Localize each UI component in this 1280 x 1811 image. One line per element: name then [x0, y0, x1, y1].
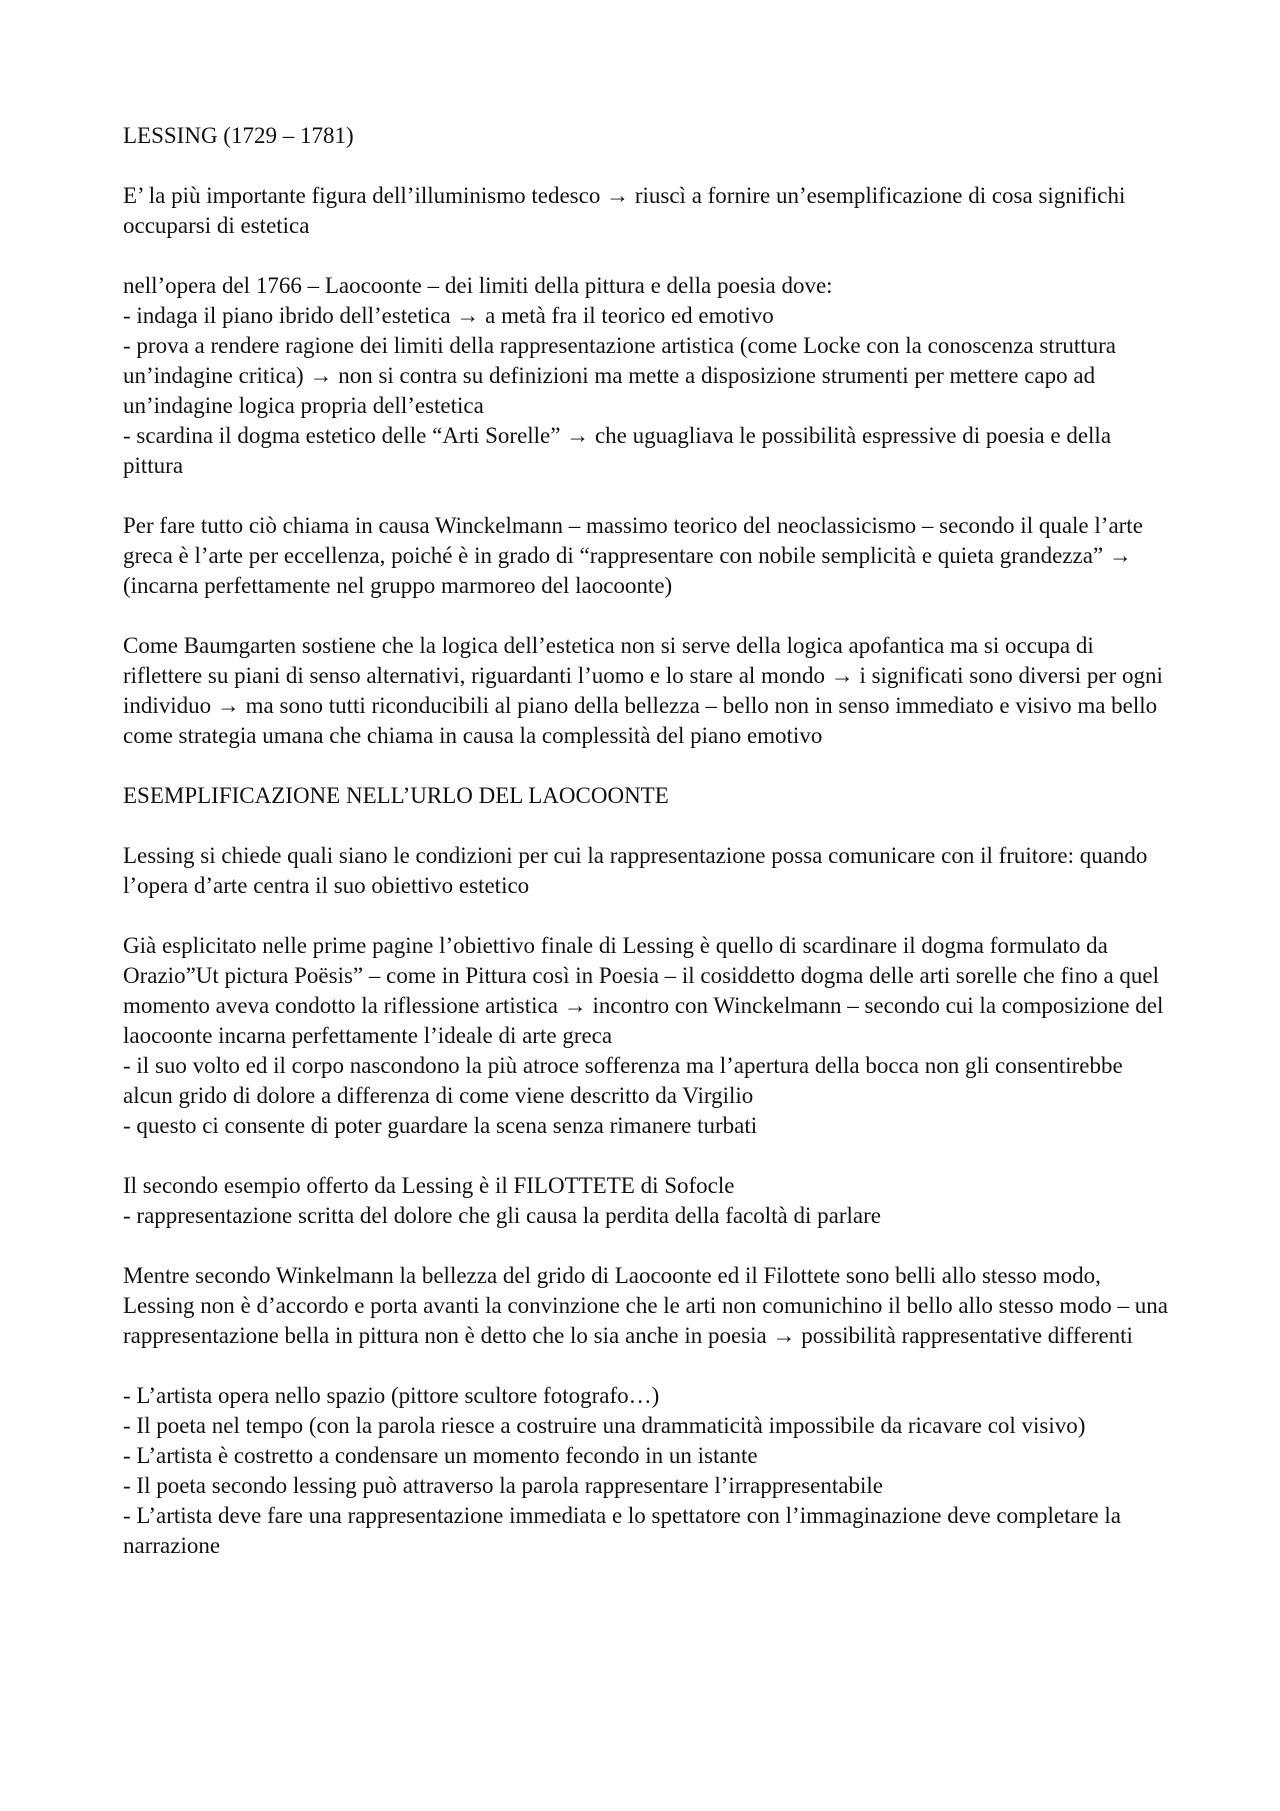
paragraph-line: nell’opera del 1766 – Laocoonte – dei limiti della pittura e della poesia dove:: [123, 273, 833, 298]
paragraph-comparison: [123, 1261, 1173, 1351]
paragraph-baumgarten: [123, 631, 1173, 751]
bullet-line: - indaga il piano ibrido dell’estetica → a metà fra il teorico ed emotivo: [123, 303, 774, 328]
paragraph-intro: [123, 181, 1173, 241]
paragraph-line: Il secondo esempio offerto da Lessing è il FILOTTETE di Sofocle: [123, 1173, 735, 1198]
paragraph-line: Come Baumgarten sostiene che la logica dell’estetica non si serve della logica apofantica ma si occupa di riflettere su piani di senso alternativi, riguardanti l’uomo e lo stare al mondo → i significati sono diversi per ogni individuo → ma sono tutti riconducibili al piano della bellezza – bello non in senso immediato e visivo ma bello come strategia umana che chiama in causa la complessità del piano emotivo: [123, 633, 1163, 748]
bullet-line: - L’artista è costretto a condensare un momento fecondo in un istante: [123, 1443, 758, 1468]
document-page: [123, 121, 1173, 1591]
paragraph-laocoonte-work: [123, 271, 1173, 481]
paragraph-line: E’ la più importante figura dell’illuminismo tedesco → riuscì a fornire un’esemplificazione di cosa significhi occuparsi di estetica: [123, 183, 1126, 238]
bullet-line: - scardina il dogma estetico delle “Arti Sorelle” → che uguagliava le possibilità espressive di poesia e della pittura: [123, 423, 1112, 478]
paragraph-line: Mentre secondo Winkelmann la bellezza del grido di Laocoonte ed il Filottete sono belli allo stesso modo, Lessing non è d’accordo e porta avanti la convinzione che le arti non comunichino il bello allo stesso modo – una rappresentazione bella in pittura non è detto che lo sia anche in poesia → possibilità rappresentative differenti: [123, 1263, 1168, 1348]
paragraph-dogma: [123, 931, 1173, 1141]
document-title: LESSING (1729 – 1781): [123, 123, 354, 148]
bullet-line: - L’artista opera nello spazio (pittore scultore fotografo…): [123, 1383, 660, 1408]
section-heading: ESEMPLIFICAZIONE NELL’URLO DEL LAOCOONTE: [123, 783, 669, 808]
bullet-line: - Il poeta nel tempo (con la parola riesce a costruire una drammaticità impossibile da ricavare col visivo): [123, 1413, 1086, 1438]
paragraph-line: Per fare tutto ciò chiama in causa Winckelmann – massimo teorico del neoclassicismo – secondo il quale l’arte greca è l’arte per eccellenza, poiché è in grado di “rappresentare con nobile semplicità e quieta grandezza” → (incarna perfettamente nel gruppo marmoreo del laocoonte): [123, 513, 1143, 598]
bullet-line: - L’artista deve fare una rappresentazione immediata e lo spettatore con l’immaginazione deve completare la narrazione: [123, 1503, 1121, 1558]
paragraph-line: Già esplicitato nelle prime pagine l’obiettivo finale di Lessing è quello di scardinare il dogma formulato da Orazio”Ut pictura Poësis” – come in Pittura così in Poesia – il cosiddetto dogma delle arti sorelle che fino a quel momento aveva condotto la riflessione artistica → incontro con Winckelmann – secondo cui la composizione del laocoonte incarna perfettamente l’ideale di arte greca: [123, 933, 1164, 1048]
bullet-line: - questo ci consente di poter guardare la scena senza rimanere turbati: [123, 1113, 758, 1138]
bullet-line: - Il poeta secondo lessing può attraverso la parola rappresentare l’irrappresentabile: [123, 1473, 883, 1498]
paragraph-conditions: [123, 841, 1173, 901]
paragraph-winckelmann: [123, 511, 1173, 601]
paragraph-artist-poet-list: [123, 1381, 1173, 1561]
bullet-line: - rappresentazione scritta del dolore che gli causa la perdita della facoltà di parlare: [123, 1203, 881, 1228]
paragraph-filottete: [123, 1171, 1173, 1231]
bullet-line: - il suo volto ed il corpo nascondono la più atroce sofferenza ma l’apertura della bocca non gli consentirebbe alcun grido di dolore a differenza di come viene descritto da Virgilio: [123, 1053, 1123, 1108]
bullet-line: - prova a rendere ragione dei limiti della rappresentazione artistica (come Locke con la conoscenza struttura un’indagine critica) → non si contra su definizioni ma mette a disposizione strumenti per mettere capo ad un’indagine logica propria dell’estetica: [123, 333, 1117, 418]
paragraph-line: Lessing si chiede quali siano le condizioni per cui la rappresentazione possa comunicare con il fruitore: quando l’opera d’arte centra il suo obiettivo estetico: [123, 843, 1148, 898]
